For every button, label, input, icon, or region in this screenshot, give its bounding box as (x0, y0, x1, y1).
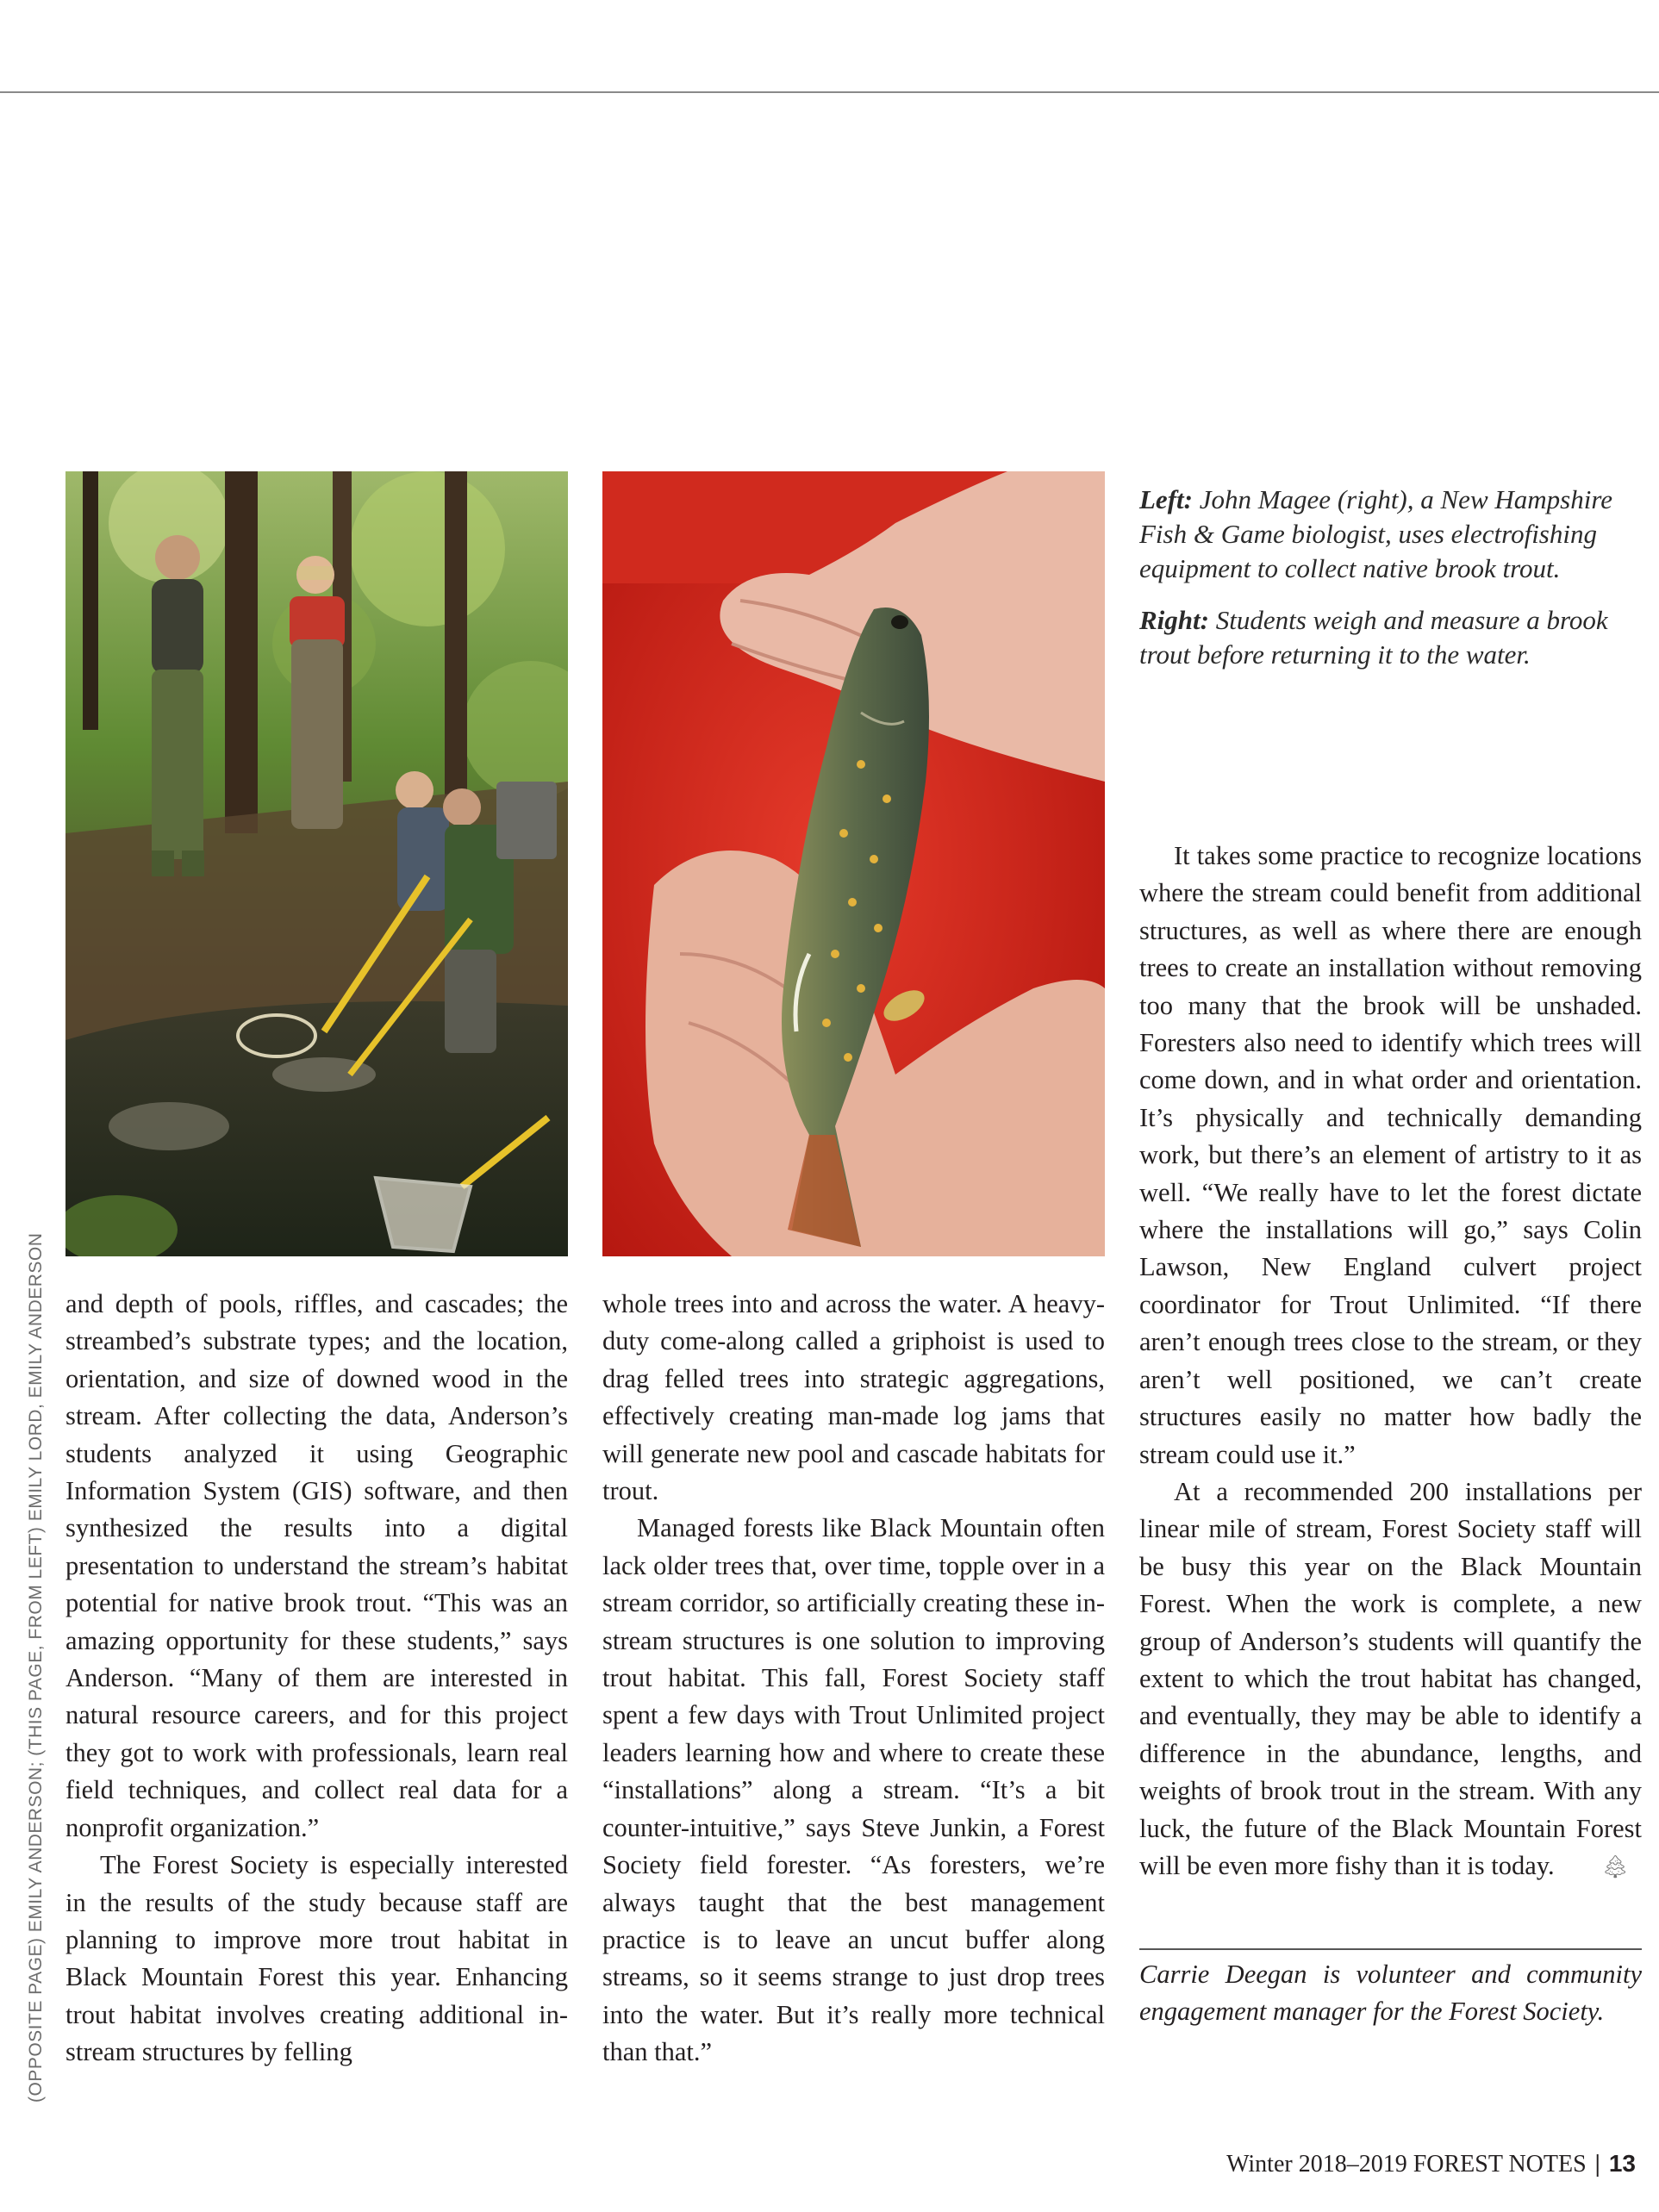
caption-left-label: Left: (1139, 484, 1193, 514)
photo-brook-trout (602, 471, 1105, 1256)
paragraph: It takes some practice to recognize locations where the stream could benefit from additional structures, as well as where there are enough trees to create an installation without removing too many that the brook will be unshaded. Foresters also need to identify which trees will come down, and in what order and orientation. It’s physically and technically demanding work, but there’s an element of artistry to it as well. “We really have to let the forest dictate where the installations will go,” says Colin Lawson, New England culvert project coordinator for Trout Unlimited. “If there aren’t enough trees close to the stream, or they aren’t well positioned, we can’t create structures easily no matter how badly the stream could use it.” (1139, 841, 1642, 1469)
article-column-3 (1139, 838, 1642, 1885)
electrofishing-illustration (65, 471, 568, 1256)
issue-date: Winter 2018–2019 (1226, 2151, 1407, 2178)
bio-divider (1139, 1948, 1642, 1950)
top-rule (0, 91, 1659, 93)
caption-right (1139, 603, 1622, 672)
paragraph: whole trees into and across the water. A heavy-duty come-along called a griphoist is used to drag felled trees into strategic aggregations, effectively creating man-made log jams that will generate new pool and cascade habitats for trout. (602, 1289, 1105, 1506)
paragraph: and depth of pools, riffles, and cascades; the streambed’s substrate types; and the location, orientation, and size of downed wood in the stream. After collecting the data, Anderson’s students analyzed it using Geographic Information System (GIS) software, and then synthesized the results into a digital presentation to understand the stream’s habitat potential for native brook trout. “This was an amazing opportunity for these students,” says Anderson. “Many of them are interested in natural resource careers, and for this project they got to work with professionals, learn real field techniques, and collect real data for a nonprofit organization.” (65, 1289, 568, 1842)
photo-credit: (OPPOSITE PAGE) EMILY ANDERSON; (THIS PAGE, FROM LEFT) EMILY LORD, EMILY ANDERSON (26, 1232, 46, 2103)
paragraph: Managed forests like Black Mountain often lack older trees that, over time, topple over in a stream corridor, so artificially creating these in-stream structures is one solution to improving trout habitat. This fall, Forest Society staff spent a few days with Trout Unlimited project leaders learning how and where to create these “installations” along a stream. “It’s a bit counter-intuitive,” says Steve Junkin, a Forest Society field forester. “As foresters, we’re always taught that the best management practice is to leave an uncut buffer along streams, so it seems strange to just drop trees into the water. But it’s really more technical than that.” (602, 1513, 1105, 2067)
brook-trout-illustration (602, 471, 1105, 1256)
page-number: 13 (1608, 2150, 1636, 2177)
page-footer (1226, 2150, 1636, 2178)
paragraph: The Forest Society is especially interested in the results of the study because staff are planning to improve more trout habitat in Black Mountain Forest this year. Enhancing trout habitat involves creating additional in-stream structures by felling (65, 1850, 568, 2067)
article-column-1 (65, 1286, 568, 2072)
end-mark-icon: 🌲︎ (1600, 1854, 1630, 1879)
caption-right-text: Students weigh and measure a brook trout before returning it to the water. (1139, 605, 1608, 670)
publication-name: FOREST NOTES (1413, 2151, 1587, 2178)
caption-left-text: John Magee (right), a New Hampshire Fish & Game biologist, uses electrofishing equipment to collect native brook trout. (1139, 484, 1612, 583)
footer-separator: | (1594, 2151, 1600, 2178)
author-bio: Carrie Deegan is volunteer and community engagement manager for the Forest Society. (1139, 1960, 1642, 2026)
paragraph-text: At a recommended 200 installations per linear mile of stream, Forest Society staff will be busy this year on the Black Mountain Forest. When the work is complete, a new group of Anderson’s students will quantify the extent to which the trout habitat has changed, and eventually, they may be able to identify a difference in the abundance, lengths, and weights of brook trout in the stream. With any luck, the future of the Black Mountain Forest will be even more fishy than it is today. (1139, 1476, 1642, 1880)
photo-electrofishing (65, 471, 568, 1256)
article-column-2 (602, 1286, 1105, 2072)
caption-left (1139, 483, 1622, 586)
caption-right-label: Right: (1139, 605, 1209, 635)
paragraph-final (1139, 1474, 1642, 1885)
